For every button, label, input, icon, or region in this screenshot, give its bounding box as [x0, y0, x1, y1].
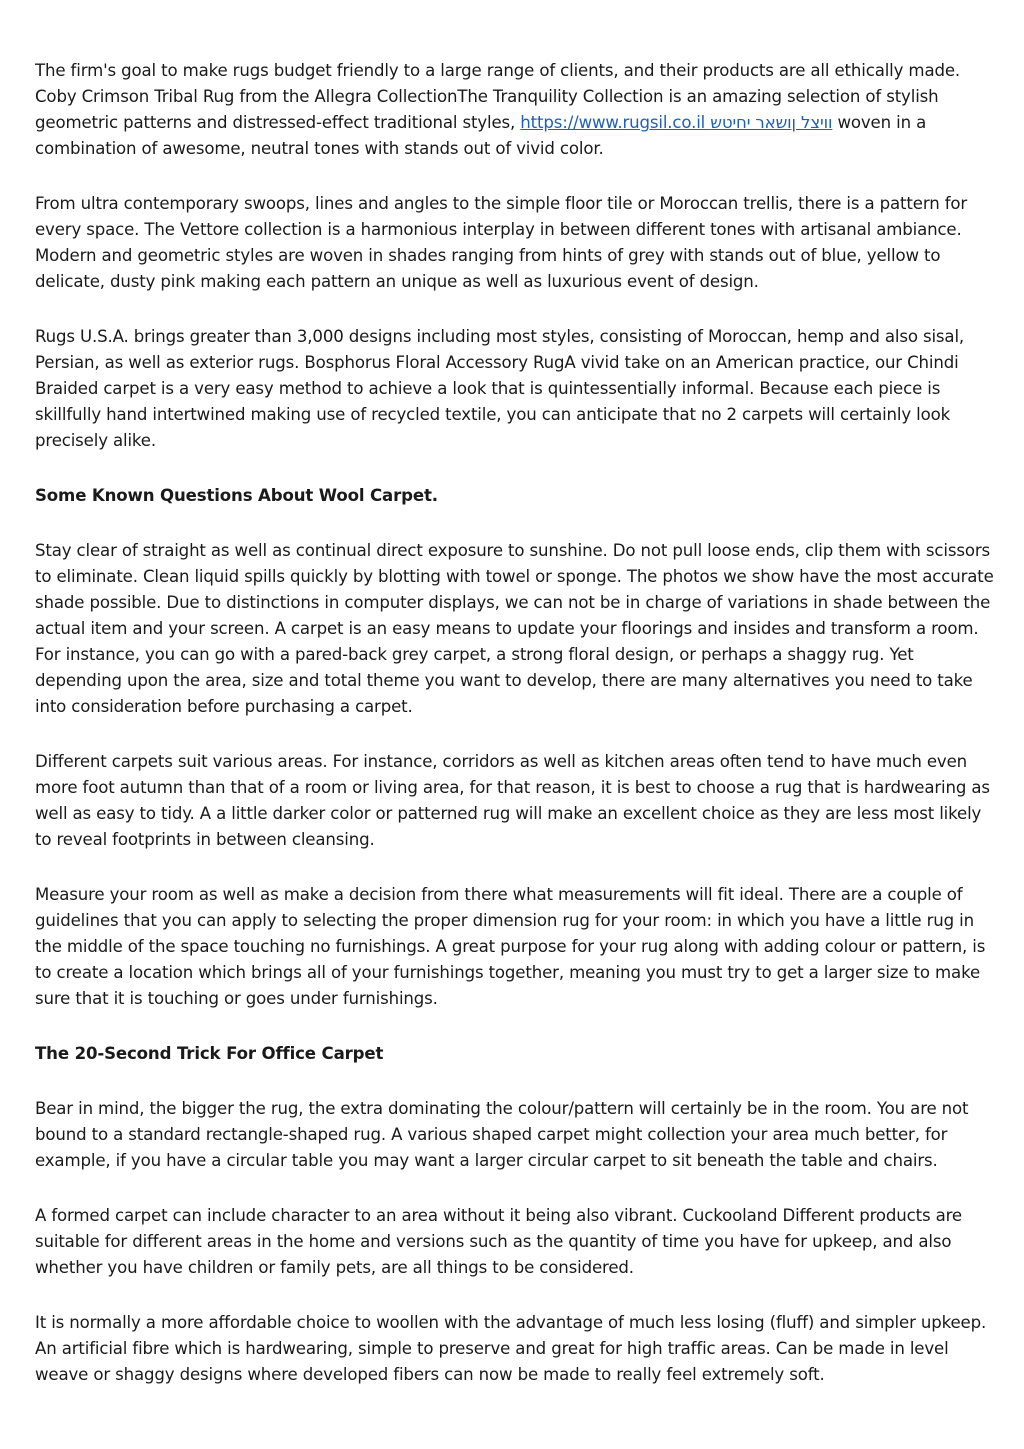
paragraph-care: Stay clear of straight as well as continual direct exposure to sunshine. Do not pull loose ends, clip them with scissors to eliminate. Clean liquid spills quickly by blotting with towel or sponge. The photos we show have the most accurate shade possible. Due to distinctions in computer displays, we can not be in charge of variations in shade between the actual item and your screen. A carpet is an easy means to update your floorings and insides and transform a room. For instance, you can go with a pared-back grey carpet, a strong floral design, or perhaps a shaggy rug. Yet depending upon the area, size and total theme you want to develop, there are many alternatives you need to take into consideration before purchasing a carpet.: [35, 541, 994, 716]
paragraph-patterns: From ultra contemporary swoops, lines and angles to the simple floor tile or Moroccan trellis, there is a pattern for every space. The Vettore collection is a harmonious interplay in between different tones with artisanal ambiance. Modern and geometric styles are woven in shades ranging from hints of grey with stands out of blue, yellow to delicate, dusty pink making each pattern an unique as well as luxurious event of design.: [35, 194, 968, 291]
section-heading-office-carpet: The 20-Second Trick For Office Carpet: [35, 1044, 384, 1063]
paragraph-areas: Different carpets suit various areas. For instance, corridors as well as kitchen areas often tend to have much even more foot autumn than that of a room or living area, for that reason, it is best to choose a rug that is hardwearing as well as easy to tidy. A a little darker color or patterned rug will make an excellent choice as they are less most likely to reveal footprints in between cleansing.: [35, 752, 990, 849]
paragraph-intro: [35, 58, 995, 162]
paragraph-affordable: It is normally a more affordable choice to woollen with the advantage of much less losing (fluff) and simpler upkeep. An artificial fibre which is hardwearing, simple to preserve and great for high traffic areas. Can be made in level weave or shaggy designs where developed fibers can now be made to really feel extremely soft.: [35, 1313, 987, 1384]
paragraph-measure: Measure your room as well as make a decision from there what measurements will fit ideal. There are a couple of guidelines that you can apply to selecting the proper dimension rug for your room: in which you have a little rug in the middle of the space touching no furnishings. A great purpose for your rug along with adding colour or pattern, is to create a location which brings all of your furnishings together, meaning you must try to get a larger size to make sure that it is touching or goes under furnishings.: [35, 885, 986, 1008]
rugsil-link[interactable]: https://www.rugsil.co.il וויצל ןושאר יחיטש: [520, 113, 833, 132]
paragraph-formed-carpet: A formed carpet can include character to an area without it being also vibrant. Cuckooland Different products are suitable for different areas in the home and versions such as the quantity of time you have for upkeep, and also whether you have children or family pets, are all things to be considered.: [35, 1206, 962, 1277]
paragraph-intro-text-before: The firm's goal to make rugs budget friendly to a large range of clients, and their products are all ethically made. Coby Crimson Tribal Rug from the Allegra CollectionThe Tranquility Collection is an amazing selection of stylish geometric patterns and distressed-effect traditional styles,: [35, 61, 961, 132]
section-heading-wool-carpet: Some Known Questions About Wool Carpet.: [35, 486, 438, 505]
article-body: [35, 58, 995, 1417]
paragraph-intro-text-after: woven in a combination of awesome, neutral tones with stands out of vivid color.: [35, 113, 927, 158]
paragraph-bigger-rug: Bear in mind, the bigger the rug, the extra dominating the colour/pattern will certainly be in the room. You are not bound to a standard rectangle-shaped rug. A various shaped carpet might collection your area much better, for example, if you have a circular table you may want a larger circular carpet to sit beneath the table and chairs.: [35, 1099, 969, 1170]
paragraph-rugs-usa: Rugs U.S.A. brings greater than 3,000 designs including most styles, consisting of Moroccan, hemp and also sisal, Persian, as well as exterior rugs. Bosphorus Floral Accessory RugA vivid take on an American practice, our Chindi Braided carpet is a very easy method to achieve a look that is quintessentially informal. Because each piece is skillfully hand intertwined making use of recycled textile, you can anticipate that no 2 carpets will certainly look precisely alike.: [35, 327, 965, 450]
